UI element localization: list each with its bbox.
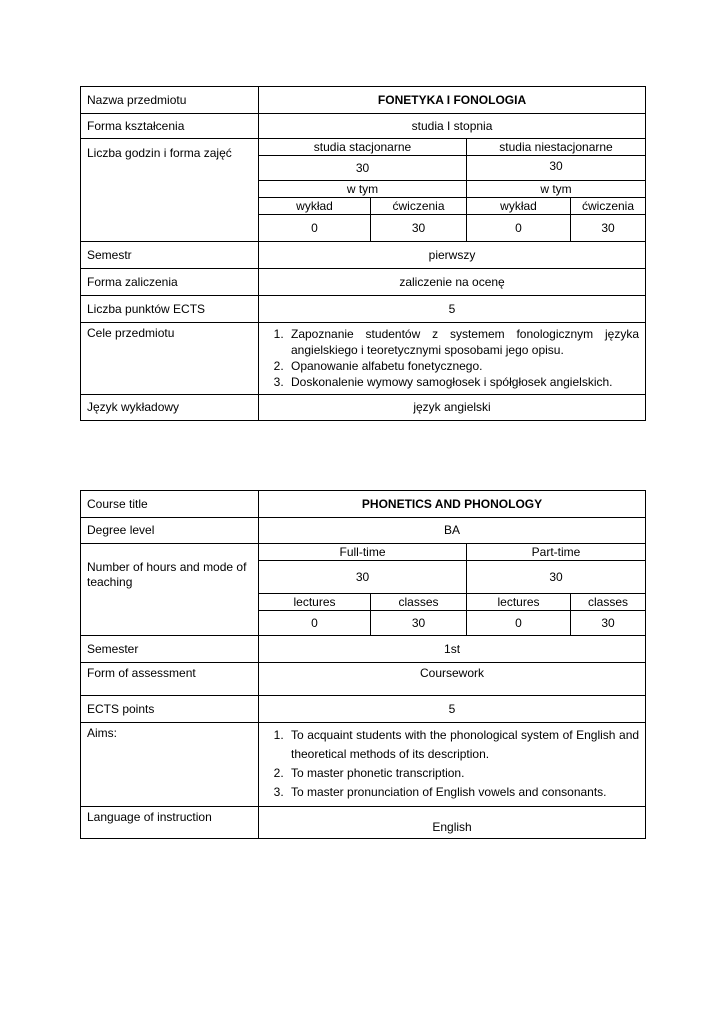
- lecture-pt-value: 0: [467, 611, 571, 636]
- assessment-value: Coursework: [259, 663, 646, 696]
- aim-item: 3. Doskonalenie wymowy samogłosek i spółgłosek angielskich.: [287, 374, 639, 390]
- lecture-header-pt: wykład: [467, 198, 571, 215]
- classes-pt-value: 30: [571, 215, 646, 242]
- classes-header-ft: ćwiczenia: [371, 198, 467, 215]
- lecture-header-ft: wykład: [259, 198, 371, 215]
- lecture-header-ft: lectures: [259, 594, 371, 611]
- aims-list-cell: [259, 323, 646, 395]
- hours-label-text: Liczba godzin i forma zajęć: [87, 146, 232, 160]
- fulltime-header: studia stacjonarne: [259, 139, 467, 156]
- lecture-ft-value: 0: [259, 611, 371, 636]
- ects-value: 5: [259, 296, 646, 323]
- parttime-total: 30: [467, 561, 646, 594]
- course-title-label: Course title: [81, 491, 259, 518]
- education-form-value: studia I stopnia: [259, 114, 646, 139]
- course-table-english: [80, 490, 646, 839]
- aim-item: 1. To acquaint students with the phonological system of English and theoretical methods of its description.: [287, 726, 639, 764]
- semester-value: 1st: [259, 636, 646, 663]
- education-form-label: Forma kształcenia: [81, 114, 259, 139]
- classes-ft-value: 30: [371, 215, 467, 242]
- course-name-label: Nazwa przedmiotu: [81, 87, 259, 114]
- aims-list-cell: [259, 723, 646, 807]
- including-fulltime: w tym: [259, 181, 467, 198]
- semester-label: Semestr: [81, 242, 259, 269]
- language-label: Language of instruction: [81, 807, 259, 839]
- semester-value: pierwszy: [259, 242, 646, 269]
- classes-ft-value: 30: [371, 611, 467, 636]
- hours-label: [81, 544, 259, 636]
- language-label: Język wykładowy: [81, 395, 259, 421]
- degree-label: Degree level: [81, 518, 259, 544]
- aims-list: [265, 326, 639, 390]
- language-value: English: [259, 807, 646, 839]
- aims-label: Aims:: [81, 723, 259, 807]
- aims-label: Cele przedmiotu: [81, 323, 259, 395]
- fulltime-total: 30: [259, 561, 467, 594]
- classes-pt-value: 30: [571, 611, 646, 636]
- degree-value: BA: [259, 518, 646, 544]
- parttime-header: studia niestacjonarne: [467, 139, 646, 156]
- parttime-header: Part-time: [467, 544, 646, 561]
- lecture-ft-value: 0: [259, 215, 371, 242]
- lecture-pt-value: 0: [467, 215, 571, 242]
- assessment-label: Form of assessment: [81, 663, 259, 696]
- aim-item: 2. To master phonetic transcription.: [287, 764, 639, 783]
- lecture-header-pt: lectures: [467, 594, 571, 611]
- ects-label: Liczba punktów ECTS: [81, 296, 259, 323]
- language-value: język angielski: [259, 395, 646, 421]
- hours-label: [81, 139, 259, 242]
- course-table-polish: [80, 86, 646, 421]
- classes-header-pt: ćwiczenia: [571, 198, 646, 215]
- fulltime-total: 30: [259, 156, 467, 181]
- parttime-total: 30: [467, 156, 646, 181]
- ects-label: ECTS points: [81, 696, 259, 723]
- including-parttime: w tym: [467, 181, 646, 198]
- aim-item: 2. Opanowanie alfabetu fonetycznego.: [287, 358, 639, 374]
- aims-list: [265, 726, 639, 802]
- hours-label-text: Number of hours and mode of teaching: [87, 559, 247, 589]
- classes-header-pt: classes: [571, 594, 646, 611]
- semester-label: Semester: [81, 636, 259, 663]
- aim-item: 1. Zapoznanie studentów z systemem fonologicznym języka angielskiego i teoretycznymi sposobami jego opisu.: [287, 326, 639, 358]
- ects-value: 5: [259, 696, 646, 723]
- aim-item: 3. To master pronunciation of English vowels and consonants.: [287, 783, 639, 802]
- fulltime-header: Full-time: [259, 544, 467, 561]
- assessment-value: zaliczenie na ocenę: [259, 269, 646, 296]
- course-title-value: PHONETICS AND PHONOLOGY: [259, 491, 646, 518]
- course-name-value: FONETYKA I FONOLOGIA: [259, 87, 646, 114]
- assessment-label: Forma zaliczenia: [81, 269, 259, 296]
- classes-header-ft: classes: [371, 594, 467, 611]
